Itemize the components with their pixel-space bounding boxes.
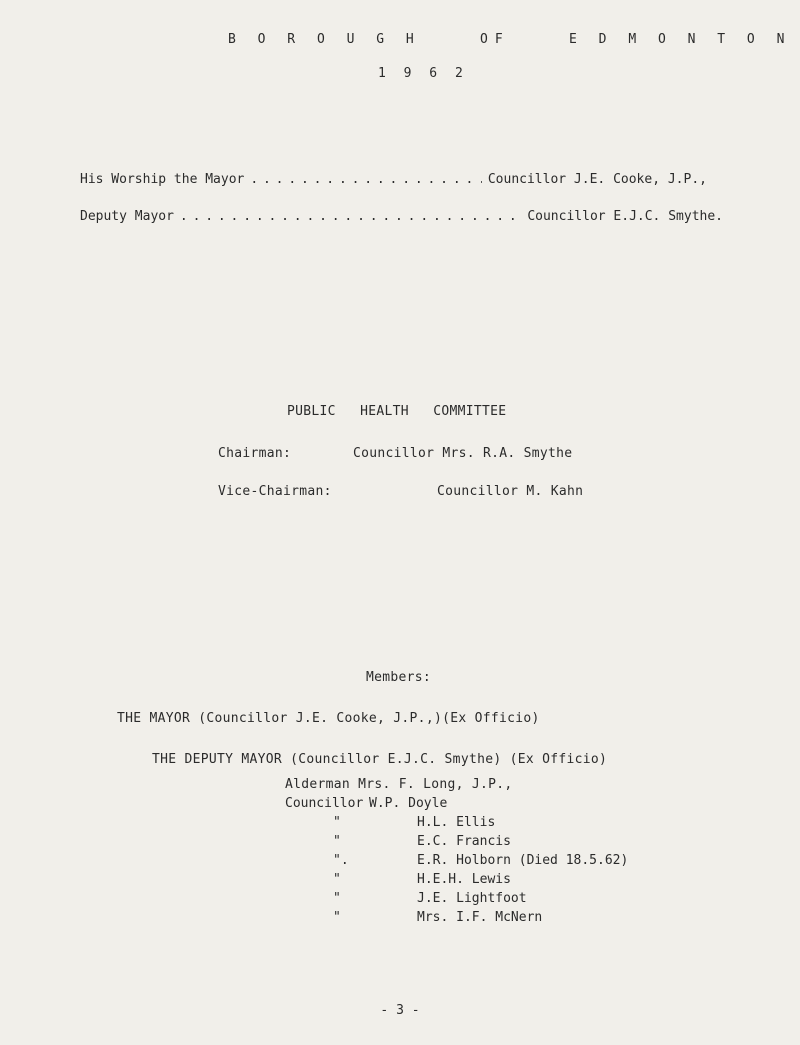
member-row [285,872,511,887]
member-row [285,910,542,925]
leader-dots [180,209,521,224]
member-row [285,815,495,830]
deputy-mayor-name: Councillor E.J.C. Smythe. [527,209,723,224]
member-name: H.L. Ellis [417,815,496,830]
deputy-mayor-row [80,209,723,224]
deputy-mayor-label: Deputy Mayor [80,209,174,224]
member-row [285,853,628,868]
chairman-label: Chairman: [218,446,292,461]
member-name: J.E. Lightfoot [417,891,527,906]
page-number: - 3 - [380,1003,420,1018]
member-row [285,891,527,906]
deputy-mayor-ex-officio: THE DEPUTY MAYOR (Councillor E.J.C. Smythe) (Ex Officio) [152,752,608,767]
vice-chairman-label: Vice-Chairman: [218,484,332,499]
borough-heading: B O R O U G H OF E D M O N T O N [228,32,792,47]
leader-dots [250,172,481,187]
mayor-ex-officio: THE MAYOR (Councillor J.E. Cooke, J.P.,)(Ex Officio) [117,711,540,726]
member-row [285,796,447,811]
councillor-title: Councillor [285,796,364,811]
member-name: E.C. Francis [417,834,511,849]
mayor-label: His Worship the Mayor [80,172,245,187]
ditto-mark: " [333,910,341,925]
ditto-mark: " [333,815,341,830]
mayor-row [80,172,707,187]
ditto-mark: ". [333,853,349,868]
member-name: H.E.H. Lewis [417,872,511,887]
member-name: Mrs. I.F. McNern [417,910,543,925]
ditto-mark: " [333,891,341,906]
mayor-name: Councillor J.E. Cooke, J.P., [487,172,707,187]
members-heading: Members: [366,670,432,685]
year-heading: 1 9 6 2 [378,66,468,81]
vice-chairman-name: Councillor M. Kahn [437,484,584,499]
member-name: W.P. Doyle [369,796,448,811]
chairman-name: Councillor Mrs. R.A. Smythe [353,446,573,461]
alderman-member: Alderman Mrs. F. Long, J.P., [285,777,513,792]
ditto-mark: " [333,872,341,887]
ditto-mark: " [333,834,341,849]
member-row [285,834,511,849]
member-name: E.R. Holborn (Died 18.5.62) [417,853,629,868]
committee-title: PUBLIC HEALTH COMMITTEE [287,404,507,419]
